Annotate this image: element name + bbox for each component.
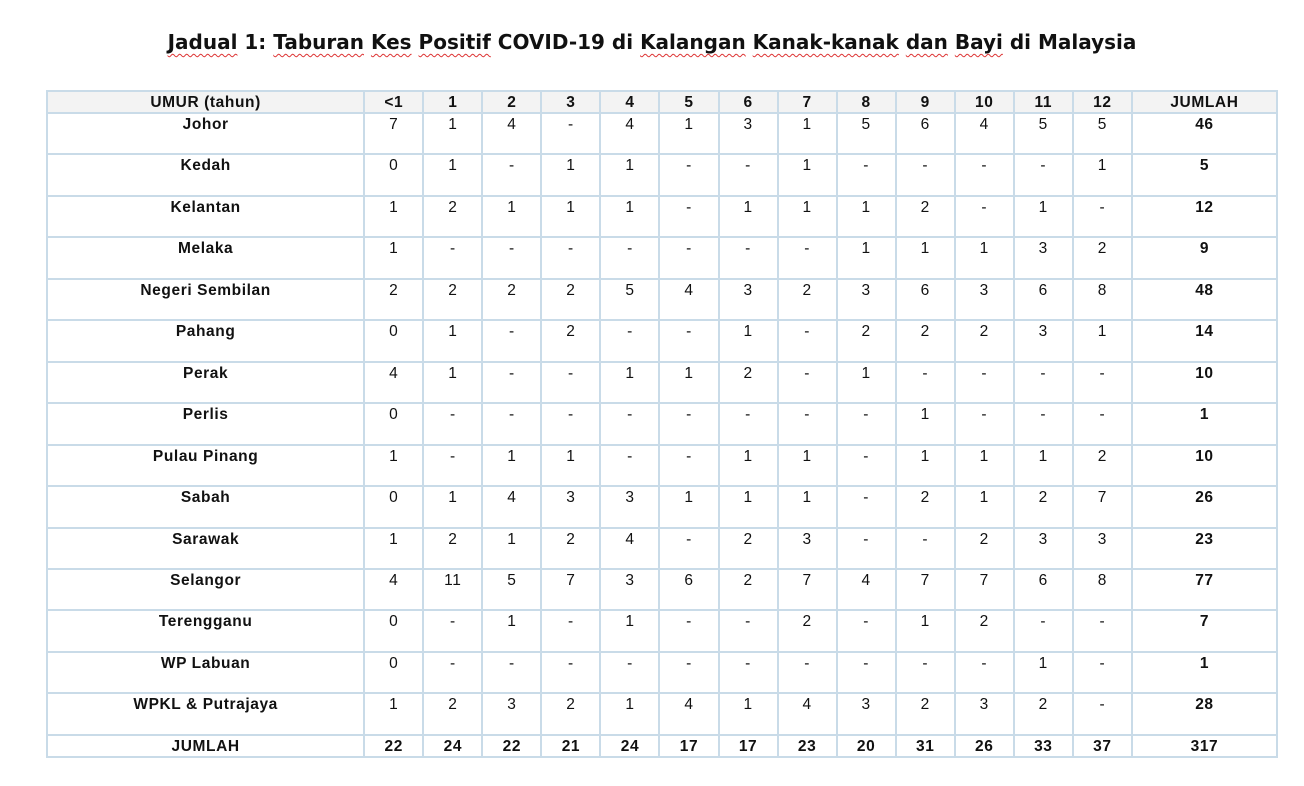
state-name: Johor	[47, 113, 364, 154]
table-row	[47, 652, 1277, 693]
title-part: 1:	[237, 30, 274, 54]
case-count-cell: 4	[600, 113, 659, 154]
case-count-cell: -	[541, 610, 600, 651]
table-row	[47, 693, 1277, 735]
state-name: Kedah	[47, 154, 364, 195]
case-count-cell: 1	[482, 528, 541, 569]
row-total: 10	[1132, 362, 1277, 403]
case-count-cell: -	[1073, 610, 1132, 651]
case-count-cell: 2	[541, 528, 600, 569]
case-count-cell: -	[1014, 403, 1073, 444]
case-count-cell: -	[719, 154, 778, 195]
case-count-cell: -	[482, 154, 541, 195]
case-count-cell: 3	[600, 569, 659, 610]
case-count-cell: -	[837, 154, 896, 195]
case-count-cell: 1	[364, 445, 423, 486]
case-count-cell: -	[659, 320, 718, 361]
case-count-cell: -	[778, 652, 837, 693]
table-row	[47, 196, 1277, 237]
case-count-cell: 1	[955, 445, 1014, 486]
case-count-cell: -	[778, 320, 837, 361]
case-count-cell: -	[600, 237, 659, 278]
case-count-cell: 1	[896, 237, 955, 278]
case-count-cell: 2	[423, 196, 482, 237]
case-count-cell: -	[482, 403, 541, 444]
column-total: 37	[1073, 735, 1132, 757]
case-count-cell: 1	[423, 362, 482, 403]
case-count-cell: -	[955, 362, 1014, 403]
case-count-cell: 2	[837, 320, 896, 361]
case-count-cell: -	[541, 403, 600, 444]
row-total: 9	[1132, 237, 1277, 278]
header-age-12: 11	[1014, 91, 1073, 113]
table-row	[47, 362, 1277, 403]
case-count-cell: -	[837, 610, 896, 651]
case-count-cell: 4	[482, 486, 541, 527]
row-total: 26	[1132, 486, 1277, 527]
header-total: JUMLAH	[1132, 91, 1277, 113]
title-part	[364, 30, 371, 54]
case-count-cell: 2	[541, 693, 600, 735]
case-count-cell: -	[1014, 610, 1073, 651]
table-row	[47, 320, 1277, 361]
state-name: Terengganu	[47, 610, 364, 651]
header-age-8: 7	[778, 91, 837, 113]
title-part: di Malaysia	[1002, 30, 1137, 54]
case-count-cell: 4	[482, 113, 541, 154]
case-count-cell: 1	[778, 445, 837, 486]
table-row	[47, 569, 1277, 610]
case-count-cell: 4	[600, 528, 659, 569]
case-count-cell: 1	[896, 403, 955, 444]
state-name: Pahang	[47, 320, 364, 361]
case-count-cell: -	[423, 403, 482, 444]
case-count-cell: 3	[482, 693, 541, 735]
case-count-cell: 3	[719, 113, 778, 154]
case-count-cell: -	[778, 237, 837, 278]
row-total: 48	[1132, 279, 1277, 320]
case-count-cell: 1	[364, 528, 423, 569]
case-count-cell: -	[1014, 154, 1073, 195]
case-count-cell: -	[837, 445, 896, 486]
case-count-cell: 1	[837, 237, 896, 278]
header-age-10: 9	[896, 91, 955, 113]
case-count-cell: 0	[364, 154, 423, 195]
case-count-cell: -	[423, 610, 482, 651]
case-count-cell: 2	[896, 320, 955, 361]
state-name: Sarawak	[47, 528, 364, 569]
case-count-cell: -	[1073, 652, 1132, 693]
case-count-cell: -	[659, 652, 718, 693]
title-part	[746, 30, 753, 54]
column-total: 24	[423, 735, 482, 757]
case-count-cell: -	[423, 445, 482, 486]
case-count-cell: 1	[719, 445, 778, 486]
case-count-cell: 1	[778, 196, 837, 237]
case-count-cell: -	[482, 362, 541, 403]
case-count-cell: 2	[896, 196, 955, 237]
case-count-cell: 1	[364, 693, 423, 735]
title-part: Kes	[370, 30, 412, 54]
case-count-cell: 2	[1014, 693, 1073, 735]
state-name: Sabah	[47, 486, 364, 527]
case-count-cell: 1	[541, 445, 600, 486]
header-age-6: 5	[659, 91, 718, 113]
case-count-cell: 4	[778, 693, 837, 735]
case-count-cell: 2	[423, 693, 482, 735]
case-count-cell: 3	[955, 279, 1014, 320]
column-total: 31	[896, 735, 955, 757]
case-count-cell: 4	[364, 362, 423, 403]
case-count-cell: -	[541, 362, 600, 403]
case-count-cell: 3	[837, 693, 896, 735]
case-count-cell: 1	[600, 610, 659, 651]
title-part: Jadual	[167, 30, 238, 54]
state-name: Perak	[47, 362, 364, 403]
page-title	[0, 30, 1304, 54]
case-count-cell: 3	[541, 486, 600, 527]
case-count-cell: 1	[719, 320, 778, 361]
case-count-cell: -	[719, 652, 778, 693]
row-total: 7	[1132, 610, 1277, 651]
case-count-cell: -	[837, 486, 896, 527]
case-count-cell: 1	[659, 486, 718, 527]
case-count-cell: -	[955, 652, 1014, 693]
case-count-cell: 1	[719, 486, 778, 527]
case-count-cell: -	[541, 652, 600, 693]
row-total: 12	[1132, 196, 1277, 237]
case-count-cell: 1	[423, 320, 482, 361]
table-row	[47, 279, 1277, 320]
header-age-4: 3	[541, 91, 600, 113]
case-count-cell: 1	[659, 113, 718, 154]
column-total: 17	[659, 735, 718, 757]
row-total: 10	[1132, 445, 1277, 486]
case-count-cell: 1	[364, 237, 423, 278]
case-count-cell: 2	[1073, 237, 1132, 278]
case-count-cell: -	[955, 154, 1014, 195]
case-count-cell: 1	[1014, 652, 1073, 693]
case-count-cell: 1	[423, 154, 482, 195]
case-count-cell: 3	[955, 693, 1014, 735]
case-count-cell: 2	[541, 279, 600, 320]
case-count-cell: 1	[719, 693, 778, 735]
header-age-11: 10	[955, 91, 1014, 113]
case-count-cell: 4	[659, 279, 718, 320]
case-count-cell: 1	[896, 445, 955, 486]
case-count-cell: 2	[955, 320, 1014, 361]
state-name: Pulau Pinang	[47, 445, 364, 486]
title-part: Positif	[418, 30, 491, 54]
case-count-cell: 2	[719, 569, 778, 610]
state-name: Melaka	[47, 237, 364, 278]
header-age-7: 6	[719, 91, 778, 113]
case-count-cell: -	[896, 154, 955, 195]
title-part	[899, 30, 906, 54]
case-count-cell: 8	[1073, 569, 1132, 610]
case-count-cell: -	[600, 652, 659, 693]
row-total: 14	[1132, 320, 1277, 361]
case-count-cell: 7	[778, 569, 837, 610]
case-count-cell: 6	[896, 113, 955, 154]
header-age-9: 8	[837, 91, 896, 113]
case-count-cell: 5	[600, 279, 659, 320]
case-count-cell: -	[600, 320, 659, 361]
footer-label: JUMLAH	[47, 735, 364, 757]
header-age-label: UMUR (tahun)	[47, 91, 364, 113]
case-count-cell: -	[896, 528, 955, 569]
case-count-cell: 0	[364, 486, 423, 527]
table-row	[47, 528, 1277, 569]
case-count-cell: 2	[719, 362, 778, 403]
case-count-cell: -	[659, 445, 718, 486]
case-count-cell: 6	[1014, 279, 1073, 320]
case-count-cell: -	[423, 652, 482, 693]
column-total: 17	[719, 735, 778, 757]
case-count-cell: 2	[541, 320, 600, 361]
case-count-cell: 1	[364, 196, 423, 237]
case-count-cell: 2	[1073, 445, 1132, 486]
title-part: Taburan	[273, 30, 364, 54]
case-count-cell: -	[896, 652, 955, 693]
case-count-cell: 2	[778, 610, 837, 651]
case-count-cell: 1	[541, 196, 600, 237]
case-count-cell: -	[482, 237, 541, 278]
case-count-cell: 3	[778, 528, 837, 569]
header-age-2: 1	[423, 91, 482, 113]
case-count-cell: -	[955, 403, 1014, 444]
case-count-cell: 1	[837, 196, 896, 237]
grand-total: 317	[1132, 735, 1277, 757]
case-count-cell: 2	[896, 486, 955, 527]
case-count-cell: 2	[364, 279, 423, 320]
case-count-cell: 6	[1014, 569, 1073, 610]
case-count-cell: -	[1073, 693, 1132, 735]
case-count-cell: -	[837, 403, 896, 444]
column-total: 26	[955, 735, 1014, 757]
case-count-cell: 11	[423, 569, 482, 610]
title-part: COVID-19 di	[490, 30, 641, 54]
case-count-cell: -	[896, 362, 955, 403]
case-count-cell: 2	[423, 528, 482, 569]
case-count-cell: 1	[778, 486, 837, 527]
case-count-cell: -	[778, 362, 837, 403]
case-count-cell: 5	[1073, 113, 1132, 154]
case-count-cell: 2	[1014, 486, 1073, 527]
case-count-cell: 4	[364, 569, 423, 610]
case-count-cell: -	[659, 610, 718, 651]
column-total: 20	[837, 735, 896, 757]
case-count-cell: 5	[837, 113, 896, 154]
case-count-cell: 2	[482, 279, 541, 320]
case-count-cell: 1	[1073, 154, 1132, 195]
case-count-cell: 0	[364, 652, 423, 693]
column-total: 21	[541, 735, 600, 757]
title-part	[948, 30, 955, 54]
case-count-cell: 1	[482, 196, 541, 237]
case-count-cell: 4	[659, 693, 718, 735]
footer-row	[47, 735, 1277, 757]
case-count-cell: -	[600, 403, 659, 444]
header-age-13: 12	[1073, 91, 1132, 113]
row-total: 1	[1132, 652, 1277, 693]
column-total: 23	[778, 735, 837, 757]
case-count-cell: 2	[955, 528, 1014, 569]
row-total: 5	[1132, 154, 1277, 195]
case-count-cell: -	[1073, 403, 1132, 444]
title-part: Kalangan	[640, 30, 746, 54]
case-count-cell: 3	[1073, 528, 1132, 569]
table-row	[47, 610, 1277, 651]
case-count-cell: 4	[837, 569, 896, 610]
column-total: 22	[482, 735, 541, 757]
case-count-cell: -	[541, 237, 600, 278]
case-count-cell: 7	[896, 569, 955, 610]
table-row	[47, 113, 1277, 154]
state-name: WPKL & Putrajaya	[47, 693, 364, 735]
case-count-cell: 3	[1014, 528, 1073, 569]
state-name: WP Labuan	[47, 652, 364, 693]
state-name: Kelantan	[47, 196, 364, 237]
case-count-cell: -	[837, 652, 896, 693]
case-count-cell: 2	[896, 693, 955, 735]
case-count-cell: 1	[600, 196, 659, 237]
case-count-cell: -	[719, 403, 778, 444]
header-age-5: 4	[600, 91, 659, 113]
case-count-cell: 1	[896, 610, 955, 651]
case-count-cell: 0	[364, 403, 423, 444]
case-count-cell: 1	[600, 693, 659, 735]
case-count-cell: 1	[1014, 196, 1073, 237]
case-count-cell: 1	[955, 237, 1014, 278]
case-count-cell: -	[837, 528, 896, 569]
case-count-cell: 1	[541, 154, 600, 195]
case-count-cell: 1	[1073, 320, 1132, 361]
case-count-cell: -	[659, 237, 718, 278]
header-row	[47, 91, 1277, 113]
table-row	[47, 403, 1277, 444]
row-total: 46	[1132, 113, 1277, 154]
case-count-cell: 1	[837, 362, 896, 403]
table-row	[47, 486, 1277, 527]
case-count-cell: -	[955, 196, 1014, 237]
table-row	[47, 237, 1277, 278]
case-count-cell: 2	[778, 279, 837, 320]
case-count-cell: 1	[423, 486, 482, 527]
table-row	[47, 445, 1277, 486]
case-count-cell: -	[1073, 196, 1132, 237]
case-count-cell: 3	[600, 486, 659, 527]
case-count-cell: -	[659, 528, 718, 569]
case-count-cell: 1	[482, 610, 541, 651]
case-count-cell: 1	[659, 362, 718, 403]
case-count-cell: 0	[364, 320, 423, 361]
case-count-cell: 1	[600, 362, 659, 403]
case-count-cell: -	[659, 196, 718, 237]
case-count-cell: -	[482, 652, 541, 693]
case-count-cell: 3	[719, 279, 778, 320]
case-count-cell: 1	[778, 113, 837, 154]
row-total: 23	[1132, 528, 1277, 569]
case-count-cell: -	[778, 403, 837, 444]
state-name: Negeri Sembilan	[47, 279, 364, 320]
column-total: 33	[1014, 735, 1073, 757]
case-count-cell: 1	[600, 154, 659, 195]
case-count-cell: -	[719, 610, 778, 651]
case-count-cell: -	[659, 403, 718, 444]
case-count-cell: 5	[1014, 113, 1073, 154]
state-name: Perlis	[47, 403, 364, 444]
case-count-cell: -	[1073, 362, 1132, 403]
case-count-cell: 1	[1014, 445, 1073, 486]
title-part: Kanak-kanak	[752, 30, 899, 54]
header-age-1: <1	[364, 91, 423, 113]
case-count-cell: 2	[719, 528, 778, 569]
title-part: dan	[905, 30, 948, 54]
case-count-cell: 2	[955, 610, 1014, 651]
table-row	[47, 154, 1277, 195]
case-count-cell: -	[600, 445, 659, 486]
case-count-cell: 1	[423, 113, 482, 154]
case-count-cell: 2	[423, 279, 482, 320]
case-count-cell: 3	[1014, 320, 1073, 361]
state-name: Selangor	[47, 569, 364, 610]
case-count-cell: 1	[482, 445, 541, 486]
case-count-cell: 1	[955, 486, 1014, 527]
case-count-cell: 1	[778, 154, 837, 195]
case-count-cell: -	[719, 237, 778, 278]
case-count-cell: -	[482, 320, 541, 361]
case-count-cell: 4	[955, 113, 1014, 154]
case-count-cell: 6	[896, 279, 955, 320]
case-count-cell: 7	[955, 569, 1014, 610]
title-part	[412, 30, 419, 54]
case-count-cell: 3	[837, 279, 896, 320]
case-count-cell: -	[541, 113, 600, 154]
row-total: 77	[1132, 569, 1277, 610]
row-total: 1	[1132, 403, 1277, 444]
case-count-cell: 7	[541, 569, 600, 610]
header-age-3: 2	[482, 91, 541, 113]
column-total: 22	[364, 735, 423, 757]
case-count-cell: 5	[482, 569, 541, 610]
case-count-cell: 7	[1073, 486, 1132, 527]
case-count-cell: -	[423, 237, 482, 278]
case-count-cell: 6	[659, 569, 718, 610]
column-total: 24	[600, 735, 659, 757]
case-count-cell: 0	[364, 610, 423, 651]
title-part: Bayi	[954, 30, 1003, 54]
case-count-cell: 1	[719, 196, 778, 237]
case-count-cell: 7	[364, 113, 423, 154]
case-count-cell: 3	[1014, 237, 1073, 278]
covid-cases-table	[46, 90, 1278, 758]
case-count-cell: -	[1014, 362, 1073, 403]
case-count-cell: -	[659, 154, 718, 195]
row-total: 28	[1132, 693, 1277, 735]
case-count-cell: 8	[1073, 279, 1132, 320]
